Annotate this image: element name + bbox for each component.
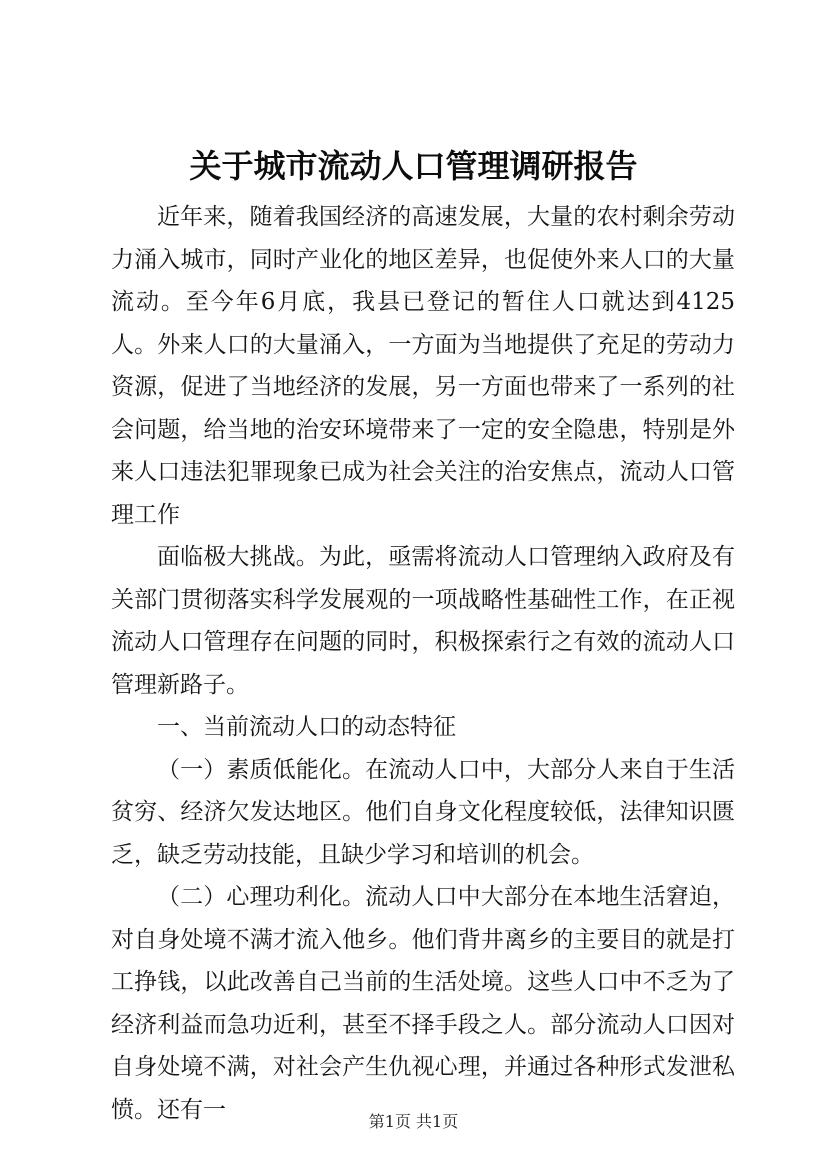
document-title: 关于城市流动人口管理调研报告 [189,147,638,185]
paragraph-psychology: （二）心理功利化。流动人口中大部分在本地生活窘迫，对自身处境不满才流入他乡。他们背井离乡的主要目的就是打工挣钱，以此改善自己当前的生活处境。这些人口中不乏为了经济利益而急功近利，甚至不择手段之人。部分流动人口因对自身处境不满，对社会产生仇视心理，并通过各种形式发泄私愤。还有一 [111,884,735,1123]
paragraph-quality: （一）素质低能化。在流动人口中，大部分人来自于生活贫穷、经济欠发达地区。他们自身文化程度较低，法律知识匮乏，缺乏劳动技能，且缺少学习和培训的机会。 [111,756,735,868]
paragraph-challenge: 面临极大挑战。为此，亟需将流动人口管理纳入政府及有关部门贯彻落实科学发展观的一项战略性基础性工作，在正视流动人口管理存在问题的同时，积极探索行之有效的流动人口管理新路子。 [111,544,735,698]
page-number-footer: 第1页 共1页 [368,1112,459,1131]
document-body [111,196,735,1131]
section-heading-1: 一、当前流动人口的动态特征 [157,714,456,740]
paragraph-intro: 近年来，随着我国经济的高速发展，大量的农村剩余劳动力涌入城市，同时产业化的地区差异，也促使外来人口的大量流动。至今年6月底，我县已登记的暂住人口就达到4125人。外来人口的大量涌入，一方面为当地提供了充足的劳动力资源，促进了当地经济的发展，另一方面也带来了一系列的社会问题，给当地的治安环境带来了一定的安全隐患，特别是外来人口违法犯罪现象已成为社会关注的治安焦点，流动人口管理工作 [111,204,735,528]
